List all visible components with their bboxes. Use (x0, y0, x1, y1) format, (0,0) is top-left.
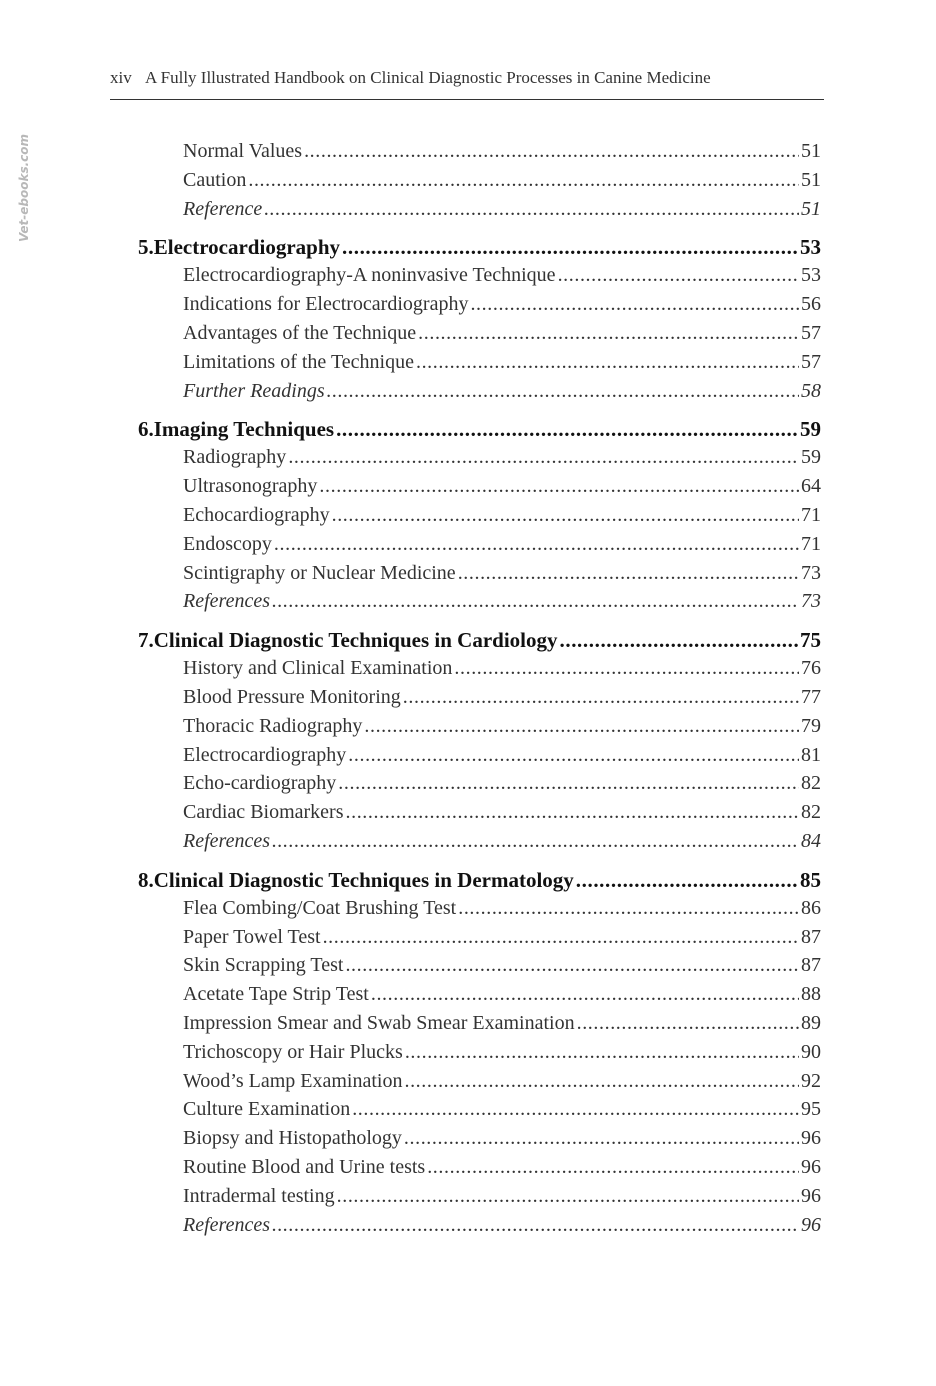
toc-entry (183, 769, 821, 798)
page-number: 90 (801, 1040, 821, 1063)
toc-entry (183, 530, 821, 559)
chapter-number: 7. (138, 628, 154, 653)
page-number: 57 (801, 321, 821, 344)
page-number: 87 (801, 925, 821, 948)
page-number: 86 (801, 896, 821, 919)
dot-leader (272, 587, 799, 616)
entry-title: Trichoscopy or Hair Plucks (183, 1040, 403, 1063)
chapter-title: Electrocardiography (153, 235, 341, 260)
toc-entry (183, 137, 821, 166)
entry-title: Culture Examination (183, 1098, 351, 1121)
page-number: 76 (801, 657, 821, 680)
toc-entry (183, 1067, 821, 1096)
page-number: 85 (800, 867, 821, 892)
dot-leader (272, 1211, 799, 1240)
page-number: 77 (801, 685, 821, 708)
page-number: 96 (801, 1155, 821, 1178)
toc-chapter (138, 416, 821, 443)
toc-entry (183, 261, 821, 290)
dot-leader (272, 827, 799, 856)
entry-title: Flea Combing/Coat Brushing Test (183, 896, 457, 919)
page-number: 82 (801, 772, 821, 795)
toc-entry (183, 587, 821, 616)
dot-leader (348, 741, 799, 770)
dot-leader (405, 1038, 799, 1067)
dot-leader (364, 712, 799, 741)
toc-entry (183, 1124, 821, 1153)
page-number: 53 (801, 264, 821, 287)
running-header (110, 68, 824, 88)
toc-entry (183, 1153, 821, 1182)
entry-title: Endoscopy (183, 532, 272, 555)
dot-leader (346, 798, 800, 827)
dot-leader (345, 951, 799, 980)
dot-leader (332, 501, 799, 530)
page-number: 89 (801, 1011, 821, 1034)
dot-leader (338, 769, 799, 798)
header-page-number: xiv (110, 68, 132, 87)
dot-leader (427, 1153, 799, 1182)
page-number: 53 (800, 235, 821, 260)
entry-title: Radiography (183, 446, 287, 469)
entry-title: Cardiac Biomarkers (183, 801, 344, 824)
page-number: 71 (801, 503, 821, 526)
entry-title: Normal Values (183, 140, 303, 162)
toc-entry (183, 712, 821, 741)
toc-chapter (138, 627, 821, 654)
toc-entry (183, 319, 821, 348)
toc-entry (183, 1095, 821, 1124)
entry-title: Reference (183, 197, 263, 220)
dot-leader (576, 867, 798, 894)
toc-chapter (138, 867, 821, 894)
entry-title: References (183, 829, 270, 852)
watermark-text: Vet-ebooks.com (17, 133, 31, 243)
dot-leader (470, 290, 799, 319)
entry-title: Caution (183, 168, 247, 191)
entry-title: Limitations of the Technique (183, 350, 414, 373)
toc-chapter (138, 234, 821, 261)
toc-entry (183, 923, 821, 952)
toc-entry (183, 501, 821, 530)
entry-title: Wood’s Lamp Examination (183, 1069, 403, 1092)
dot-leader (352, 1095, 799, 1124)
entry-title: Biopsy and Histopathology (183, 1127, 402, 1150)
toc-entry (183, 951, 821, 980)
dot-leader (418, 319, 799, 348)
entry-title: References (183, 1213, 270, 1236)
dot-leader (404, 1067, 799, 1096)
entry-title: Blood Pressure Monitoring (183, 685, 401, 708)
toc-entry (183, 472, 821, 501)
entry-title: Echo-cardiography (183, 772, 337, 795)
entry-title: Further Readings (183, 379, 325, 402)
toc-entry (183, 827, 821, 856)
page-number: 73 (801, 590, 821, 613)
entry-title: Advantages of the Technique (183, 321, 417, 344)
page-number: 59 (801, 446, 821, 469)
page-number: 87 (801, 954, 821, 977)
page-number: 59 (800, 417, 821, 442)
entry-title: History and Clinical Examination (183, 657, 453, 680)
toc-entry (183, 980, 821, 1009)
toc-entry (183, 894, 821, 923)
header-rule (110, 99, 824, 100)
toc-entry (183, 683, 821, 712)
page-number: 58 (801, 379, 821, 402)
page-number: 92 (801, 1069, 821, 1092)
page-number: 82 (801, 801, 821, 824)
entry-title: Acetate Tape Strip Test (183, 983, 369, 1006)
page-number: 96 (801, 1213, 821, 1236)
page-number: 96 (801, 1184, 821, 1207)
page-number: 51 (801, 140, 821, 162)
dot-leader (323, 923, 799, 952)
toc-entry (183, 798, 821, 827)
dot-leader (264, 195, 799, 224)
entry-title: Paper Towel Test (183, 925, 321, 948)
page-number: 57 (801, 350, 821, 373)
page-number: 81 (801, 743, 821, 766)
dot-leader (248, 166, 799, 195)
page-number: 71 (801, 532, 821, 555)
toc-entry (183, 166, 821, 195)
dot-leader (454, 654, 799, 683)
chapter-title: Clinical Diagnostic Techniques in Cardiology (153, 628, 558, 653)
page-number: 84 (801, 829, 821, 852)
header-book-title: A Fully Illustrated Handbook on Clinical Diagnostic Processes in Canine Medicine (145, 68, 711, 87)
chapter-number: 5. (138, 235, 154, 260)
entry-title: Thoracic Radiography (183, 714, 363, 737)
chapter-title: Imaging Techniques (153, 417, 335, 442)
dot-leader (416, 348, 799, 377)
page-number: 51 (801, 197, 821, 220)
entry-title: Ultrasonography (183, 475, 318, 498)
toc-entry (183, 1038, 821, 1067)
entry-title: Echocardiography (183, 503, 330, 526)
page-number: 96 (801, 1127, 821, 1150)
page-number: 56 (801, 293, 821, 316)
dot-leader (560, 627, 799, 654)
table-of-contents (0, 137, 936, 1239)
toc-entry (183, 195, 821, 224)
entry-title: Scintigraphy or Nuclear Medicine (183, 561, 456, 584)
entry-title: Electrocardiography (183, 743, 347, 766)
dot-leader (319, 472, 799, 501)
dot-leader (274, 530, 799, 559)
page-number: 64 (801, 475, 821, 498)
toc-entry (183, 443, 821, 472)
toc-entry (183, 377, 821, 406)
entry-title: Impression Smear and Swab Smear Examination (183, 1011, 575, 1034)
chapter-number: 6. (138, 417, 154, 442)
dot-leader (304, 137, 799, 166)
toc-entry (183, 559, 821, 588)
toc-entry (183, 654, 821, 683)
dot-leader (342, 234, 798, 261)
toc-entry (183, 348, 821, 377)
chapter-title: Clinical Diagnostic Techniques in Dermatology (153, 867, 574, 892)
page-number: 73 (801, 561, 821, 584)
page-number: 51 (801, 168, 821, 191)
toc-entry (183, 741, 821, 770)
entry-title: Intradermal testing (183, 1184, 335, 1207)
toc-entry (183, 1009, 821, 1038)
dot-leader (337, 1182, 799, 1211)
dot-leader (458, 894, 799, 923)
toc-entry (183, 1182, 821, 1211)
entry-title: Indications for Electrocardiography (183, 293, 469, 316)
toc-entry (183, 1211, 821, 1240)
entry-title: References (183, 590, 270, 613)
entry-title: Electrocardiography-A noninvasive Technique (183, 264, 556, 287)
dot-leader (371, 980, 799, 1009)
chapter-number: 8. (138, 867, 154, 892)
page-number: 75 (800, 628, 821, 653)
dot-leader (327, 377, 799, 406)
entry-title: Routine Blood and Urine tests (183, 1155, 426, 1178)
dot-leader (577, 1009, 799, 1038)
page-number: 95 (801, 1098, 821, 1121)
entry-title: Skin Scrapping Test (183, 954, 344, 977)
dot-leader (288, 443, 799, 472)
toc-entry (183, 290, 821, 319)
dot-leader (336, 416, 798, 443)
dot-leader (558, 261, 799, 290)
page-number: 79 (801, 714, 821, 737)
page-number: 88 (801, 983, 821, 1006)
dot-leader (403, 683, 799, 712)
dot-leader (404, 1124, 799, 1153)
dot-leader (458, 559, 799, 588)
